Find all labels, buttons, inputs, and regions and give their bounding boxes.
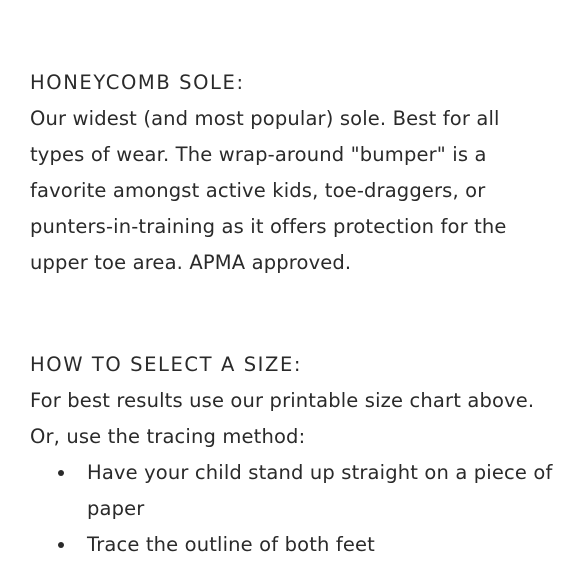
section-heading-size xyxy=(30,347,560,383)
sole-heading-text: HONEYCOMB SOLE xyxy=(30,71,237,94)
size-chart-instruction: For best results use our printable size chart above. xyxy=(30,389,535,412)
size-selection-section xyxy=(30,347,560,563)
honeycomb-sole-section xyxy=(30,65,560,281)
step-text: Trace the outline of both feet xyxy=(87,533,375,556)
tracing-steps-list xyxy=(30,455,560,563)
size-heading-colon: : xyxy=(293,353,301,376)
list-item xyxy=(30,455,560,527)
tracing-method-intro: Or, use the tracing method: xyxy=(30,425,306,448)
sole-heading-colon: : xyxy=(236,71,244,94)
sole-description: Our widest (and most popular) sole. Best for all types of wear. The wrap-around "bumper" is a favorite amongst active kids, toe-draggers, or punters-in-training as it offers protection for the upper toe area. APMA approved. xyxy=(30,107,507,274)
list-item xyxy=(30,527,560,563)
bullet-icon xyxy=(58,542,64,548)
size-heading-text: HOW TO SELECT A SIZE xyxy=(30,353,294,376)
section-heading-sole xyxy=(30,65,560,101)
bullet-icon xyxy=(58,470,64,476)
step-text: Have your child stand up straight on a piece of paper xyxy=(87,461,553,520)
